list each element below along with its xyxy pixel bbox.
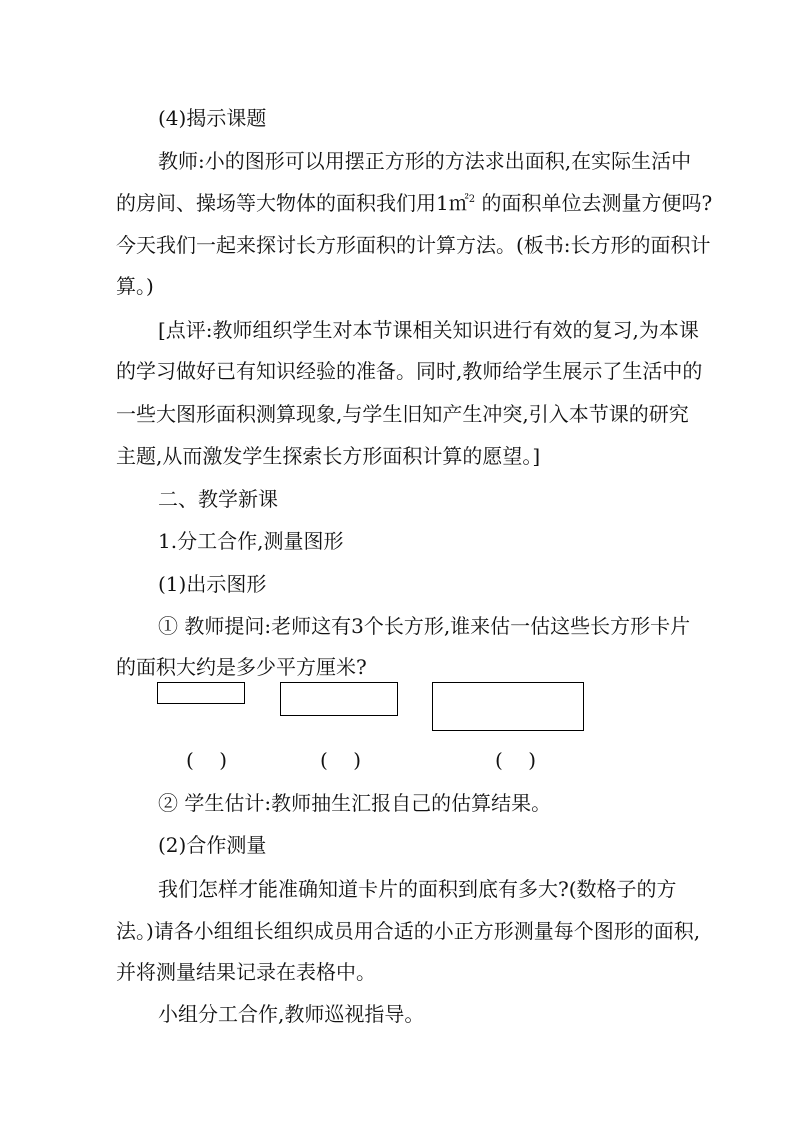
paragraph-line: 今天我们一起来探讨长方形面积的计算方法。(板书:长方形的面积计: [116, 233, 711, 257]
paragraph-line: ② 学生估计:教师抽生汇报自己的估算结果。: [158, 791, 552, 815]
answer-blank: ( ): [186, 748, 228, 772]
paragraph-line: 教师:小的图形可以用摆正方形的方法求出面积,在实际生活中: [158, 149, 692, 173]
text-run: 的面积单位去测量方便吗?: [481, 191, 713, 215]
subsection-heading: 1.分工合作,测量图形: [158, 529, 344, 553]
step-heading: (1)出示图形: [158, 572, 267, 596]
comment-line: 的学习做好已有知识经验的准备。同时,教师给学生展示了生活中的: [116, 359, 703, 383]
heading-reveal-topic: (4)揭示课题: [158, 106, 267, 130]
comment-line: [点评:教师组织学生对本节课相关知识进行有效的复习,为本课: [158, 318, 699, 342]
rectangle-medium: [280, 682, 398, 716]
section-heading: 二、教学新课: [158, 487, 278, 511]
comment-line: 主题,从而激发学生探索长方形面积计算的愿望。]: [116, 444, 541, 468]
paragraph-line: ① 教师提问:老师这有3个长方形,谁来估一估这些长方形卡片: [158, 614, 691, 638]
answer-blank: ( ): [320, 748, 362, 772]
comment-line: 一些大图形面积测算现象,与学生旧知产生冲突,引入本节课的研究: [116, 402, 689, 426]
text-run: 的房间、操场等大物体的面积我们用1㎡: [116, 191, 469, 215]
superscript: 2: [468, 194, 476, 205]
answer-blank: ( ): [495, 748, 537, 772]
paragraph-line: [116, 191, 713, 218]
paragraph-line: 的面积大约是多少平方厘米?: [116, 655, 367, 679]
paragraph-line: 并将测量结果记录在表格中。: [116, 960, 376, 984]
rectangle-large: [432, 682, 584, 731]
paragraph-line: 法。)请各小组组长组织成员用合适的小正方形测量每个图形的面积,: [116, 919, 701, 943]
paragraph-line: 小组分工合作,教师巡视指导。: [158, 1002, 425, 1026]
rectangle-small: [157, 682, 245, 704]
paragraph-line: 算。): [116, 274, 154, 298]
paragraph-line: 我们怎样才能准确知道卡片的面积到底有多大?(数格子的方: [158, 877, 677, 901]
step-heading: (2)合作测量: [158, 833, 267, 857]
